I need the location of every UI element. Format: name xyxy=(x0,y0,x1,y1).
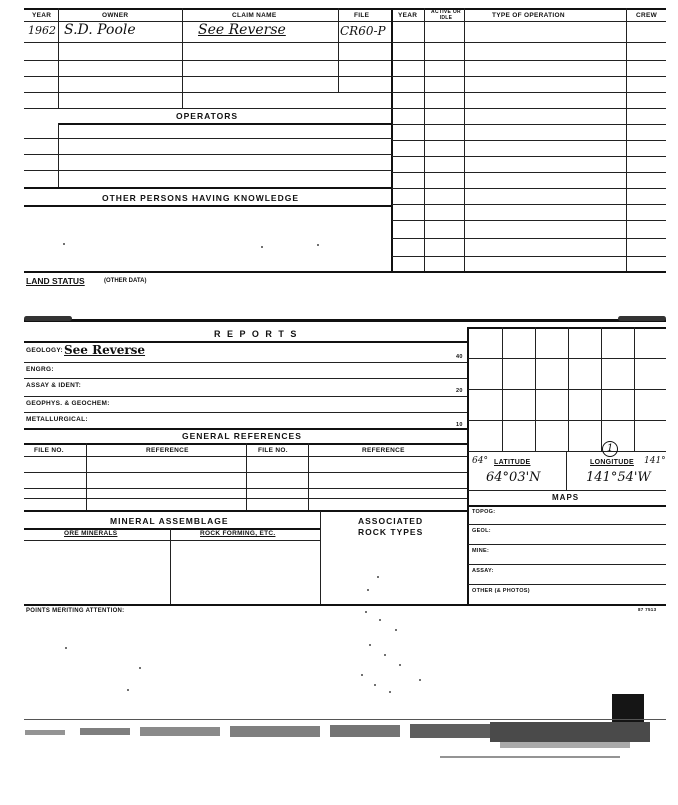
land-status-title: LAND STATUS xyxy=(26,276,85,286)
maps-mine: MINE: xyxy=(472,548,490,554)
latitude-value: 64°03'N xyxy=(486,470,541,485)
header-owner: OWNER xyxy=(102,12,129,19)
report-value-geology: See Reverse xyxy=(64,343,146,357)
general-references-title: GENERAL REFERENCES xyxy=(182,431,302,441)
points-label: POINTS MERITING ATTENTION: xyxy=(26,608,125,614)
report-label-geology: GEOLOGY: xyxy=(26,347,63,354)
ref-header-file-no-2: FILE NO. xyxy=(258,447,288,454)
reports-title: R E P O R T S xyxy=(214,329,299,339)
report-label-metallurgical: METALLURGICAL: xyxy=(26,416,88,423)
land-status-sub: (OTHER DATA) xyxy=(104,278,147,284)
entry-year: 1962 xyxy=(28,24,56,37)
form-number: 87 7513 xyxy=(638,607,657,612)
entry-file: CR60-P xyxy=(340,24,386,38)
mineral-title: MINERAL ASSEMBLAGE xyxy=(110,516,229,526)
entry-claim-name: See Reverse xyxy=(198,22,286,38)
report-num-geology: 40 xyxy=(456,354,463,360)
header-active-or-idle: ACTIVE OR IDLE xyxy=(431,9,461,21)
entry-owner: S.D. Poole xyxy=(64,22,136,38)
operators-title: OPERATORS xyxy=(176,111,239,121)
maps-geol: GEOL: xyxy=(472,528,491,534)
maps-assay: ASSAY: xyxy=(472,568,494,574)
longitude-label: LONGITUDE xyxy=(590,459,634,466)
latitude-label: LATITUDE xyxy=(494,459,531,466)
longitude-value: 141°54'W xyxy=(586,470,651,485)
report-label-geophys: GEOPHYS. & GEOCHEM: xyxy=(26,400,110,407)
ref-header-file-no-1: FILE NO. xyxy=(34,447,64,454)
maps-other: OTHER (& PHOTOS) xyxy=(472,588,530,594)
ore-minerals-header: ORE MINERALS xyxy=(64,530,118,537)
header-crew: CREW xyxy=(636,12,658,19)
header-type-of-operation: TYPE OF OPERATION xyxy=(492,12,565,19)
maps-topog: TOPOG: xyxy=(472,509,496,515)
maps-title: MAPS xyxy=(552,493,580,502)
rock-types-header: ROCK TYPES xyxy=(358,527,424,537)
ref-header-reference-2: REFERENCE xyxy=(362,447,405,454)
report-num-assay: 20 xyxy=(456,388,463,394)
longitude-suffix: 141° xyxy=(644,456,666,466)
other-persons-title: OTHER PERSONS HAVING KNOWLEDGE xyxy=(102,193,300,203)
report-label-engrg: ENGRG: xyxy=(26,366,54,373)
report-label-assay: ASSAY & IDENT: xyxy=(26,382,82,389)
header-claim-name: CLAIM NAME xyxy=(232,12,277,19)
circled-number: 1 xyxy=(606,443,614,454)
report-num-metallurgical: 10 xyxy=(456,422,463,428)
associated-header: ASSOCIATED xyxy=(358,516,424,526)
header-year-2: YEAR xyxy=(398,12,418,19)
rock-forming-header: ROCK FORMING, ETC. xyxy=(200,530,276,537)
header-file: FILE xyxy=(354,12,370,19)
lat-prefix: 64° xyxy=(472,456,488,466)
header-year: YEAR xyxy=(32,12,52,19)
ref-header-reference-1: REFERENCE xyxy=(146,447,189,454)
